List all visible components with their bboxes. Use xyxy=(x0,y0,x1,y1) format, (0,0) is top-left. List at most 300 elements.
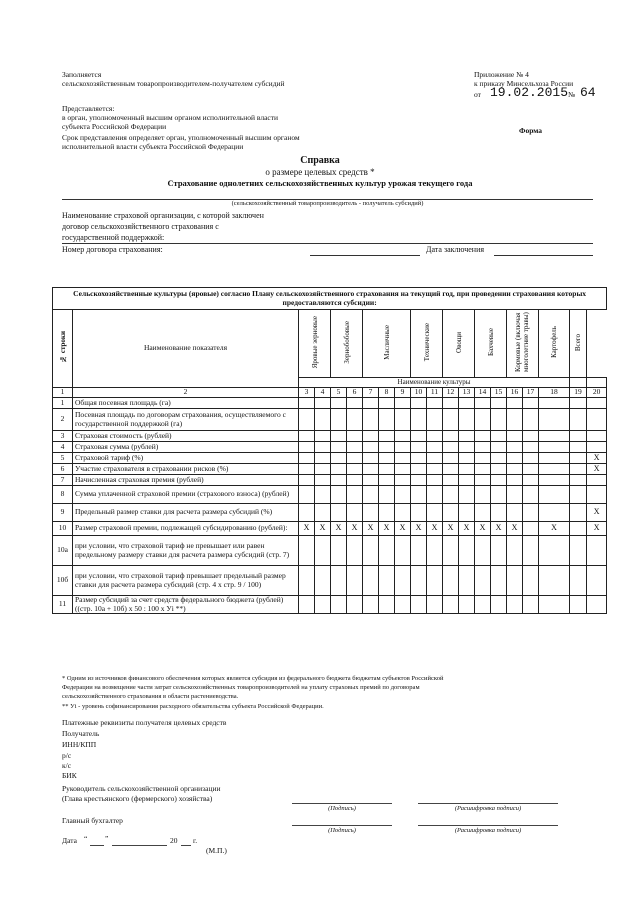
value-cell[interactable] xyxy=(411,475,427,486)
col-number: 16 xyxy=(507,388,523,398)
value-cell[interactable] xyxy=(315,431,331,442)
value-cell[interactable] xyxy=(459,475,475,486)
value-cell[interactable] xyxy=(411,596,427,614)
value-cell[interactable] xyxy=(587,442,607,453)
submitted-line-2: субъекта Российской Федерации xyxy=(62,122,167,131)
value-cell[interactable] xyxy=(459,596,475,614)
value-cell[interactable] xyxy=(427,475,443,486)
deadline-line-2: исполнительной власти субъекта Российской Федерации xyxy=(62,142,244,151)
value-cell[interactable] xyxy=(570,398,587,409)
value-cell[interactable] xyxy=(395,596,411,614)
value-cell[interactable] xyxy=(539,464,570,475)
value-cell[interactable] xyxy=(427,596,443,614)
row-label: Сумма уплаченной страховой премии (страхового взноса) (рублей) xyxy=(73,486,299,504)
value-cell[interactable] xyxy=(395,486,411,504)
value-cell[interactable] xyxy=(347,504,363,522)
value-cell[interactable] xyxy=(443,566,459,596)
value-cell[interactable] xyxy=(491,442,507,453)
row-number: 3 xyxy=(53,431,73,442)
value-cell[interactable] xyxy=(587,486,607,504)
crop-header: Зернобобовые xyxy=(331,310,363,378)
value-cell[interactable] xyxy=(347,475,363,486)
row-number: 9 xyxy=(53,504,73,522)
value-cell[interactable] xyxy=(475,453,491,464)
value-cell[interactable] xyxy=(331,431,347,442)
value-cell[interactable] xyxy=(427,464,443,475)
value-cell[interactable] xyxy=(523,475,539,486)
value-cell[interactable] xyxy=(491,596,507,614)
value-cell[interactable] xyxy=(331,486,347,504)
value-cell[interactable] xyxy=(363,486,379,504)
value-cell[interactable] xyxy=(507,536,523,566)
value-cell[interactable] xyxy=(587,398,607,409)
value-cell[interactable] xyxy=(331,504,347,522)
value-cell[interactable] xyxy=(395,475,411,486)
row-label: Страховая сумма (рублей) xyxy=(73,442,299,453)
value-cell[interactable] xyxy=(331,398,347,409)
value-cell[interactable] xyxy=(379,504,395,522)
value-cell[interactable] xyxy=(347,398,363,409)
value-cell[interactable] xyxy=(570,409,587,431)
appendix-order: к приказу Минсельхоза России xyxy=(474,79,574,88)
value-cell[interactable] xyxy=(523,409,539,431)
value-cell[interactable] xyxy=(507,453,523,464)
value-cell[interactable] xyxy=(539,536,570,566)
value-cell[interactable] xyxy=(315,453,331,464)
value-cell[interactable] xyxy=(475,475,491,486)
value-cell[interactable] xyxy=(363,464,379,475)
x-mark-cell: X xyxy=(539,522,570,536)
crop-header: Бахчевые xyxy=(475,310,507,378)
requisites-bik: БИК xyxy=(62,771,77,780)
value-cell[interactable] xyxy=(587,536,607,566)
contract-no-label: Номер договора страхования: xyxy=(62,245,163,254)
value-cell[interactable] xyxy=(299,596,315,614)
col-number: 20 xyxy=(587,388,607,398)
row-label: Участие страхователя в страховании рисков (%) xyxy=(73,464,299,475)
col-number: 6 xyxy=(347,388,363,398)
value-cell[interactable] xyxy=(299,398,315,409)
value-cell[interactable] xyxy=(539,596,570,614)
value-cell[interactable] xyxy=(331,464,347,475)
value-cell[interactable] xyxy=(570,464,587,475)
col-number: 2 xyxy=(73,388,299,398)
col-number: 1 xyxy=(53,388,73,398)
value-cell[interactable] xyxy=(315,486,331,504)
value-cell[interactable] xyxy=(315,398,331,409)
value-cell[interactable] xyxy=(507,566,523,596)
date-year-end: г. xyxy=(193,836,198,845)
value-cell[interactable] xyxy=(299,486,315,504)
value-cell[interactable] xyxy=(459,453,475,464)
value-cell[interactable] xyxy=(587,475,607,486)
table-row xyxy=(53,522,607,536)
value-cell[interactable] xyxy=(427,486,443,504)
x-mark-cell: X xyxy=(411,522,427,536)
row-label: Страховая стоимость (рублей) xyxy=(73,431,299,442)
value-cell[interactable] xyxy=(411,398,427,409)
value-cell[interactable] xyxy=(427,536,443,566)
value-cell[interactable] xyxy=(539,504,570,522)
value-cell[interactable] xyxy=(570,504,587,522)
table-row xyxy=(53,442,607,453)
value-cell[interactable] xyxy=(570,475,587,486)
value-cell[interactable] xyxy=(411,536,427,566)
value-cell[interactable] xyxy=(299,409,315,431)
value-cell[interactable] xyxy=(347,431,363,442)
value-cell[interactable] xyxy=(570,442,587,453)
crop-header: Картофель xyxy=(539,310,570,378)
value-cell[interactable] xyxy=(331,453,347,464)
value-cell[interactable] xyxy=(491,431,507,442)
value-cell[interactable] xyxy=(475,486,491,504)
value-cell[interactable] xyxy=(570,486,587,504)
row-number: 8 xyxy=(53,486,73,504)
head-signature-field[interactable] xyxy=(292,803,392,804)
value-cell[interactable] xyxy=(507,504,523,522)
value-cell[interactable] xyxy=(363,453,379,464)
value-cell[interactable] xyxy=(507,409,523,431)
col-number: 17 xyxy=(523,388,539,398)
value-cell[interactable] xyxy=(443,536,459,566)
value-cell[interactable] xyxy=(459,431,475,442)
value-cell[interactable] xyxy=(459,464,475,475)
footnote-1: * Одним из источников финансового обеспечения которых является субсидия из федерального бюджета бюджетам субъектов Российской xyxy=(62,675,444,682)
value-cell[interactable] xyxy=(363,409,379,431)
value-cell[interactable] xyxy=(587,596,607,614)
table-row xyxy=(53,453,607,464)
value-cell[interactable] xyxy=(379,596,395,614)
value-cell[interactable] xyxy=(427,504,443,522)
value-cell[interactable] xyxy=(570,522,587,536)
value-cell[interactable] xyxy=(379,431,395,442)
value-cell[interactable] xyxy=(507,431,523,442)
value-cell[interactable] xyxy=(587,409,607,431)
value-cell[interactable] xyxy=(315,442,331,453)
value-cell[interactable] xyxy=(459,486,475,504)
insurer-field[interactable] xyxy=(62,243,593,244)
value-cell[interactable] xyxy=(570,596,587,614)
value-cell[interactable] xyxy=(570,431,587,442)
table-row xyxy=(53,398,607,409)
value-cell[interactable] xyxy=(570,566,587,596)
value-cell[interactable] xyxy=(395,398,411,409)
value-cell[interactable] xyxy=(507,464,523,475)
value-cell[interactable] xyxy=(379,464,395,475)
value-cell[interactable] xyxy=(363,504,379,522)
value-cell[interactable] xyxy=(363,566,379,596)
requisites-account: р/с xyxy=(62,751,72,760)
insurer-label-3: государственной поддержкой: xyxy=(62,233,165,242)
value-cell[interactable] xyxy=(491,398,507,409)
value-cell[interactable] xyxy=(299,453,315,464)
value-cell[interactable] xyxy=(347,453,363,464)
value-cell[interactable] xyxy=(507,475,523,486)
footnote-2: Федерации на возмещение части затрат сельскохозяйственных товаропроизводителей на уплату страховых премий по договорам xyxy=(62,684,420,691)
value-cell[interactable] xyxy=(315,504,331,522)
value-cell[interactable] xyxy=(523,522,539,536)
value-cell[interactable] xyxy=(347,409,363,431)
value-cell[interactable] xyxy=(411,409,427,431)
doc-subject: Страхование однолетних сельскохозяйственных культур урожая текущего года xyxy=(167,178,473,188)
value-cell[interactable] xyxy=(395,536,411,566)
value-cell[interactable] xyxy=(459,536,475,566)
contract-date-field[interactable] xyxy=(494,255,593,256)
value-cell[interactable] xyxy=(443,442,459,453)
value-cell[interactable] xyxy=(395,453,411,464)
accountant-signature-caption: (Подпись) xyxy=(328,827,356,834)
value-cell[interactable] xyxy=(347,486,363,504)
form-label: Форма xyxy=(519,126,543,135)
doc-title: Справка xyxy=(300,155,340,166)
x-mark-cell: X xyxy=(587,504,607,522)
col-row-no-header: № строки xyxy=(53,310,73,388)
value-cell[interactable] xyxy=(475,398,491,409)
value-cell[interactable] xyxy=(475,409,491,431)
col-number: 5 xyxy=(331,388,347,398)
head-decode-field[interactable] xyxy=(418,803,558,804)
crop-header: Кормовые (включая многолетние травы) xyxy=(507,310,539,378)
value-cell[interactable] xyxy=(411,464,427,475)
value-cell[interactable] xyxy=(379,536,395,566)
value-cell[interactable] xyxy=(427,431,443,442)
value-cell[interactable] xyxy=(379,398,395,409)
value-cell[interactable] xyxy=(427,442,443,453)
value-cell[interactable] xyxy=(475,442,491,453)
value-cell[interactable] xyxy=(411,442,427,453)
value-cell[interactable] xyxy=(443,409,459,431)
value-cell[interactable] xyxy=(443,504,459,522)
value-cell[interactable] xyxy=(443,398,459,409)
value-cell[interactable] xyxy=(523,442,539,453)
value-cell[interactable] xyxy=(523,464,539,475)
value-cell[interactable] xyxy=(427,409,443,431)
value-cell[interactable] xyxy=(379,409,395,431)
value-cell[interactable] xyxy=(379,566,395,596)
value-cell[interactable] xyxy=(299,464,315,475)
value-cell[interactable] xyxy=(411,504,427,522)
x-mark-cell: X xyxy=(491,522,507,536)
value-cell[interactable] xyxy=(363,431,379,442)
value-cell[interactable] xyxy=(459,566,475,596)
value-cell[interactable] xyxy=(491,486,507,504)
x-mark-cell: X xyxy=(347,522,363,536)
value-cell[interactable] xyxy=(459,398,475,409)
value-cell[interactable] xyxy=(491,504,507,522)
value-cell[interactable] xyxy=(475,566,491,596)
value-cell[interactable] xyxy=(363,536,379,566)
value-cell[interactable] xyxy=(299,536,315,566)
value-cell[interactable] xyxy=(379,442,395,453)
submitted-label: Представляется: xyxy=(62,104,115,113)
value-cell[interactable] xyxy=(475,431,491,442)
row-label: Начисленная страховая премия (рублей) xyxy=(73,475,299,486)
stamp-label: (М.П.) xyxy=(206,846,227,855)
value-cell[interactable] xyxy=(443,453,459,464)
value-cell[interactable] xyxy=(459,504,475,522)
value-cell[interactable] xyxy=(299,431,315,442)
value-cell[interactable] xyxy=(539,409,570,431)
value-cell[interactable] xyxy=(347,442,363,453)
value-cell[interactable] xyxy=(315,596,331,614)
crops-caption: Наименование культуры xyxy=(299,378,570,388)
value-cell[interactable] xyxy=(443,596,459,614)
crop-header: Овощи xyxy=(443,310,475,378)
col-number: 18 xyxy=(539,388,570,398)
value-cell[interactable] xyxy=(411,453,427,464)
value-cell[interactable] xyxy=(315,566,331,596)
value-cell[interactable] xyxy=(539,566,570,596)
value-cell[interactable] xyxy=(475,504,491,522)
value-cell[interactable] xyxy=(347,566,363,596)
value-cell[interactable] xyxy=(363,442,379,453)
table-row xyxy=(53,431,607,442)
value-cell[interactable] xyxy=(459,409,475,431)
value-cell[interactable] xyxy=(539,442,570,453)
col-indicator-header: Наименование показателя xyxy=(73,310,299,388)
value-cell[interactable] xyxy=(427,453,443,464)
accountant-signature-field[interactable] xyxy=(292,825,392,826)
date-month-field[interactable] xyxy=(112,845,167,846)
value-cell[interactable] xyxy=(523,504,539,522)
value-cell[interactable] xyxy=(459,442,475,453)
accountant-decode-field[interactable] xyxy=(418,825,558,826)
value-cell[interactable] xyxy=(539,431,570,442)
value-cell[interactable] xyxy=(315,475,331,486)
value-cell[interactable] xyxy=(315,464,331,475)
value-cell[interactable] xyxy=(427,566,443,596)
value-cell[interactable] xyxy=(443,486,459,504)
table-row xyxy=(53,464,607,475)
value-cell[interactable] xyxy=(331,566,347,596)
contract-date-label: Дата заключения xyxy=(426,245,485,254)
col-number: 8 xyxy=(379,388,395,398)
value-cell[interactable] xyxy=(331,442,347,453)
value-cell[interactable] xyxy=(411,431,427,442)
value-cell[interactable] xyxy=(491,475,507,486)
col-number: 12 xyxy=(443,388,459,398)
value-cell[interactable] xyxy=(570,536,587,566)
value-cell[interactable] xyxy=(299,475,315,486)
row-label: Размер страховой премии, подлежащей субсидированию (рублей): xyxy=(73,522,299,536)
value-cell[interactable] xyxy=(523,453,539,464)
table-row xyxy=(53,486,607,504)
contract-no-field[interactable] xyxy=(310,255,420,256)
value-cell[interactable] xyxy=(395,464,411,475)
value-cell[interactable] xyxy=(523,431,539,442)
value-cell[interactable] xyxy=(491,566,507,596)
value-cell[interactable] xyxy=(539,475,570,486)
value-cell[interactable] xyxy=(395,431,411,442)
value-cell[interactable] xyxy=(443,431,459,442)
value-cell[interactable] xyxy=(331,536,347,566)
value-cell[interactable] xyxy=(363,596,379,614)
value-cell[interactable] xyxy=(347,596,363,614)
value-cell[interactable] xyxy=(395,566,411,596)
table-row xyxy=(53,475,607,486)
value-cell[interactable] xyxy=(475,536,491,566)
value-cell[interactable] xyxy=(539,486,570,504)
value-cell[interactable] xyxy=(299,442,315,453)
value-cell[interactable] xyxy=(315,409,331,431)
value-cell[interactable] xyxy=(523,536,539,566)
value-cell[interactable] xyxy=(507,486,523,504)
filled-by-text: сельскохозяйственным товаропроизводителем-получателем субсидий xyxy=(62,79,285,88)
value-cell[interactable] xyxy=(315,536,331,566)
value-cell[interactable] xyxy=(523,398,539,409)
order-date: 19.02.2015 xyxy=(490,85,569,100)
value-cell[interactable] xyxy=(331,409,347,431)
table-row xyxy=(53,596,607,614)
date-year-field[interactable] xyxy=(181,845,191,846)
value-cell[interactable] xyxy=(523,486,539,504)
value-cell[interactable] xyxy=(347,464,363,475)
value-cell[interactable] xyxy=(475,464,491,475)
value-cell[interactable] xyxy=(331,596,347,614)
accountant-decode-caption: (Расшифровка подписи) xyxy=(454,827,522,834)
value-cell[interactable] xyxy=(395,442,411,453)
head-label-2: (Глава крестьянского (фермерского) хозяйства) xyxy=(62,794,213,803)
value-cell[interactable] xyxy=(331,475,347,486)
value-cell[interactable] xyxy=(491,453,507,464)
col-number: 10 xyxy=(411,388,427,398)
insurer-label-1: Наименование страховой организации, с которой заключен xyxy=(62,211,264,220)
value-cell[interactable] xyxy=(491,536,507,566)
value-cell[interactable] xyxy=(587,431,607,442)
row-label: Предельный размер ставки для расчета размера субсидий (%) xyxy=(73,504,299,522)
table-row xyxy=(53,536,607,566)
value-cell[interactable] xyxy=(395,409,411,431)
value-cell[interactable] xyxy=(299,566,315,596)
date-quote-close: ” xyxy=(105,834,109,843)
value-cell[interactable] xyxy=(363,398,379,409)
col-number: 9 xyxy=(395,388,411,398)
date-day-field[interactable] xyxy=(90,845,104,846)
value-cell[interactable] xyxy=(411,486,427,504)
head-signature-caption: (Подпись) xyxy=(328,805,356,812)
row-number: 10а xyxy=(53,536,73,566)
value-cell[interactable] xyxy=(395,504,411,522)
value-cell[interactable] xyxy=(363,475,379,486)
value-cell[interactable] xyxy=(379,453,395,464)
value-cell[interactable] xyxy=(539,453,570,464)
value-cell[interactable] xyxy=(475,596,491,614)
value-cell[interactable] xyxy=(523,566,539,596)
value-cell[interactable] xyxy=(507,596,523,614)
value-cell[interactable] xyxy=(507,442,523,453)
value-cell[interactable] xyxy=(491,464,507,475)
x-mark-cell: X xyxy=(363,522,379,536)
value-cell[interactable] xyxy=(491,409,507,431)
value-cell[interactable] xyxy=(570,453,587,464)
footnote-3: сельскохозяйственного страхования в области растениеводства. xyxy=(62,693,239,700)
value-cell[interactable] xyxy=(507,398,523,409)
date-year-prefix: 20 xyxy=(170,836,178,845)
value-cell[interactable] xyxy=(411,566,427,596)
value-cell[interactable] xyxy=(299,504,315,522)
value-cell[interactable] xyxy=(587,566,607,596)
value-cell[interactable] xyxy=(443,464,459,475)
value-cell[interactable] xyxy=(427,398,443,409)
table-row xyxy=(53,504,607,522)
value-cell[interactable] xyxy=(539,398,570,409)
producer-caption: (сельскохозяйственный товаропроизводитель - получатель субсидий) xyxy=(231,200,424,207)
value-cell[interactable] xyxy=(523,596,539,614)
value-cell[interactable] xyxy=(379,475,395,486)
value-cell[interactable] xyxy=(347,536,363,566)
value-cell[interactable] xyxy=(379,486,395,504)
value-cell[interactable] xyxy=(443,475,459,486)
